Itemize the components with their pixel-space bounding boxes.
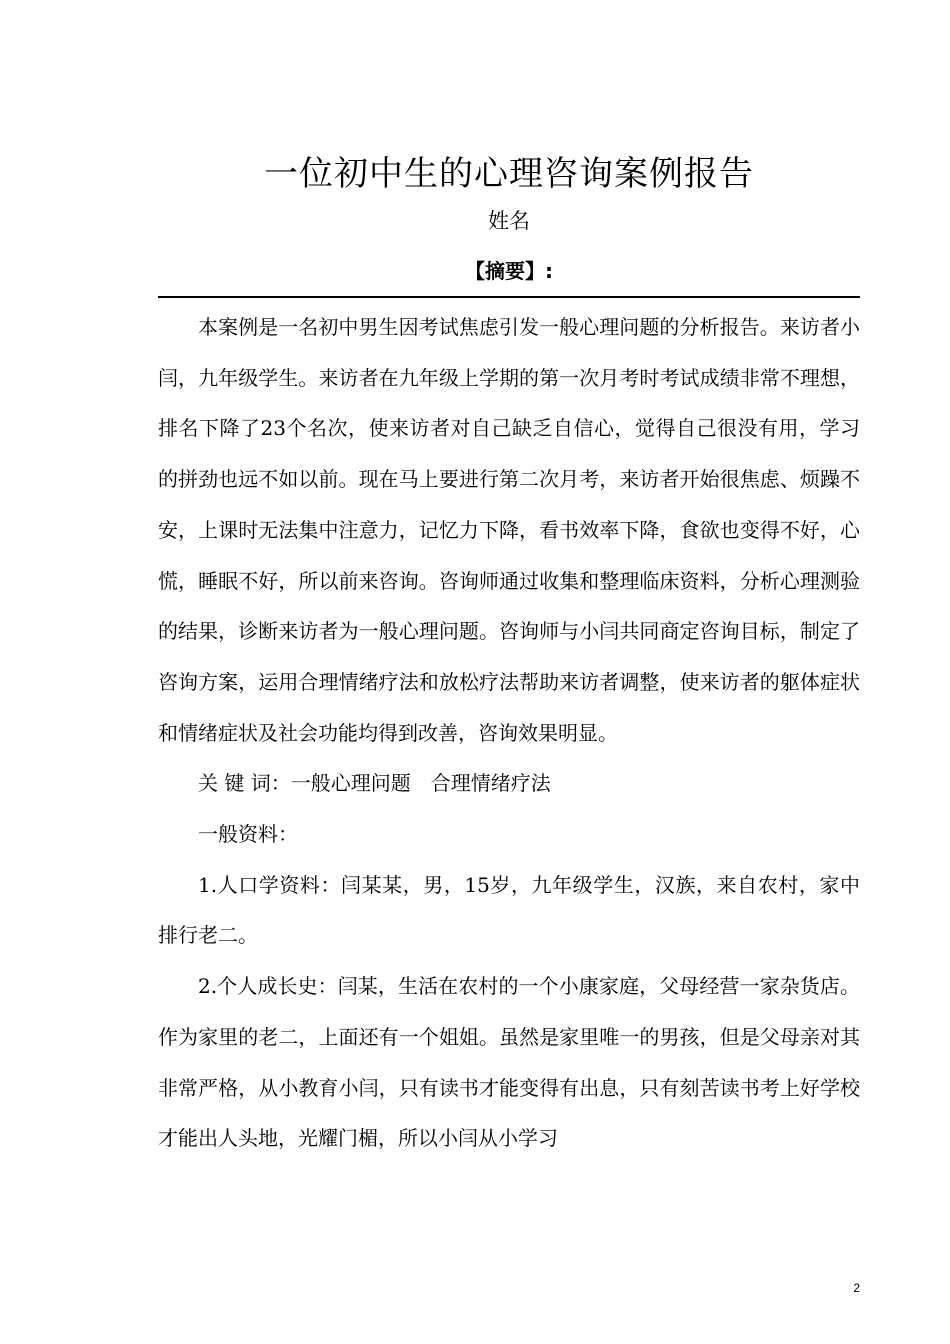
abstract-paragraph: 本案例是一名初中男生因考试焦虑引发一般心理问题的分析报告。来访者小闫，九年级学生。来访者在九年级上学期的第一次月考时考试成绩非常不理想，排名下降了23个名次，使来访者对自己缺乏自信心，觉得自己很没有用，学习的拼劲也远不如以前。现在马上要进行第二次月考，来访者开始很焦虑、烦躁不安，上课时无法集中注意力，记忆力下降，看书效率下降，食欲也变得不好，心慌，睡眠不好，所以前来咨询。咨询师通过收集和整理临床资料，分析心理测验的结果，诊断来访者为一般心理问题。咨询师与小闫共同商定咨询目标，制定了咨询方案，运用合理情绪疗法和放松疗法帮助来访者调整，使来访者的躯体症状和情绪症状及社会功能均得到改善，咨询效果明显。: [158, 315, 860, 745]
page-number: 2: [853, 1281, 860, 1295]
author-name: 姓名: [488, 209, 530, 233]
abstract-heading: 【摘要】:: [465, 259, 553, 283]
document-body: [158, 302, 860, 1164]
keywords-line: 关 键 词：一般心理问题 合理情绪疗法: [198, 771, 551, 796]
document-title: 一位初中生的心理咨询案例报告: [264, 154, 754, 194]
demographic-paragraph: 1.人口学资料：闫某某，男，15岁，九年级学生，汉族，来自农村，家中排行老二。: [158, 872, 860, 948]
general-info-heading: 一般资料：: [198, 822, 298, 847]
horizontal-rule: [158, 296, 860, 298]
growth-history-paragraph: 2.个人成长史：闫某，生活在农村的一个小康家庭，父母经营一家杂货店。作为家里的老二，上面还有一个姐姐。虽然是家里唯一的男孩，但是父母亲对其非常严格，从小教育小闫，只有读书才能变得有出息，只有刻苦读书考上好学校才能出人头地，光耀门楣，所以小闫从小学习: [158, 974, 860, 1151]
